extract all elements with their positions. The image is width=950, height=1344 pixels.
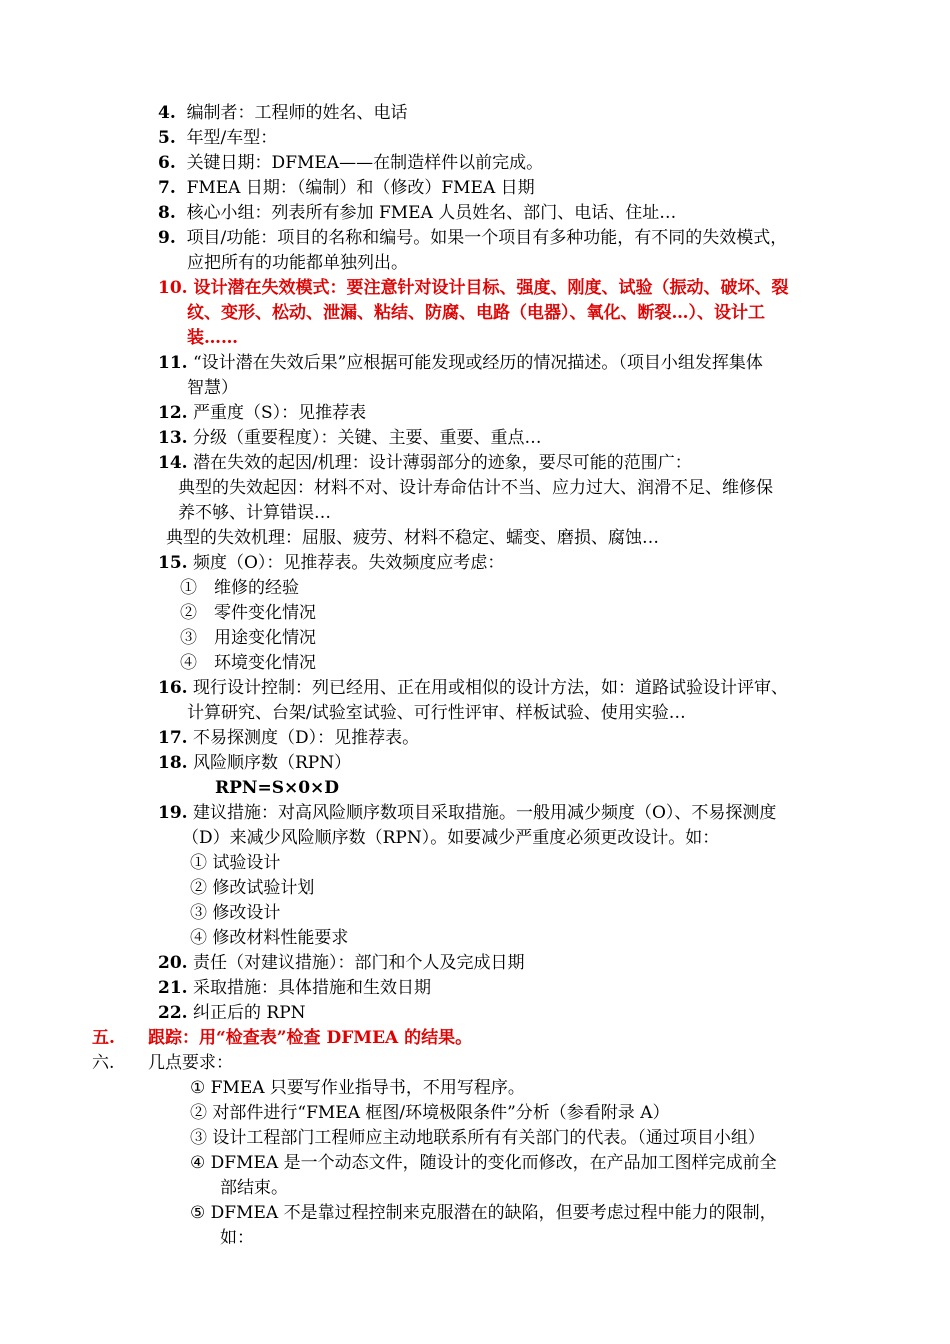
item-22: 22. 纠正后的 RPN <box>158 1003 306 1023</box>
item-17: 17. 不易探测度（D）：见推荐表。 <box>158 728 420 748</box>
item-14-mechanism: 典型的失效机理：屈服、疲劳、材料不稳定、蠕变、磨损、腐蚀… <box>166 528 659 548</box>
item-15-sub: ① 维修的经验 <box>180 578 299 598</box>
rpn-formula: RPN=S×0×D <box>215 778 340 798</box>
item-8: 8. 核心小组：列表所有参加 FMEA 人员姓名、部门、电话、住址… <box>158 203 677 223</box>
item-5: 5. 年型/车型： <box>158 128 278 148</box>
item-19-sub: ① 试验设计 <box>190 853 281 873</box>
requirement-1: ① FMEA 只要写作业指导书，不用写程序。 <box>190 1078 525 1098</box>
item-9: 9. 项目/功能：项目的名称和编号。如果一个项目有多种功能，有不同的失效模式， <box>158 228 788 248</box>
item-21: 21. 采取措施：具体措施和生效日期 <box>158 978 431 998</box>
item-10: 10. 设计潜在失效模式：要注意针对设计目标、强度、刚度、试验（振动、破坏、裂 <box>158 278 789 298</box>
item-18: 18. 风险顺序数（RPN） <box>158 753 352 773</box>
requirement-4: ④ DFMEA 是一个动态文件，随设计的变化而修改，在产品加工图样完成前全 <box>190 1153 777 1173</box>
item-10-cont-2: 装…… <box>187 328 238 348</box>
requirement-5-cont: 如： <box>220 1228 254 1248</box>
item-19-sub: ② 修改试验计划 <box>190 878 315 898</box>
item-4: 4. 编制者：工程师的姓名、电话 <box>158 103 408 123</box>
item-12: 12. 严重度（S）：见推荐表 <box>158 403 367 423</box>
item-15-sub: ③ 用途变化情况 <box>180 628 316 648</box>
item-14: 14. 潜在失效的起因/机理：设计薄弱部分的迹象，要尽可能的范围广： <box>158 453 692 473</box>
item-16: 16. 现行设计控制：列已经用、正在用或相似的设计方法，如：道路试验设计评审、 <box>158 678 788 698</box>
item-6: 6. 关键日期：DFMEA——在制造样件以前完成。 <box>158 153 544 173</box>
item-20: 20. 责任（对建议措施）：部门和个人及完成日期 <box>158 953 525 973</box>
requirement-3: ③ 设计工程部门工程师应主动地联系所有有关部门的代表。（通过项目小组） <box>190 1128 765 1148</box>
requirement-4-cont: 部结束。 <box>220 1178 288 1198</box>
item-7: 7. FMEA 日期：（编制）和（修改）FMEA 日期 <box>158 178 535 198</box>
section-5-heading: 跟踪：用“检查表”检查 DFMEA 的结果。 <box>148 1028 473 1048</box>
section-6-number: 六. <box>92 1053 115 1073</box>
item-14-cause-1: 典型的失效起因：材料不对、设计寿命估计不当、应力过大、润滑不足、维修保 <box>178 478 773 498</box>
item-16-cont: 计算研究、台架/试验室试验、可行性评审、样板试验、使用实验… <box>187 703 686 723</box>
item-15: 15. 频度（O）：见推荐表。失效频度应考虑： <box>158 553 505 573</box>
section-6-heading: 几点要求： <box>148 1053 233 1073</box>
item-14-cause-2: 养不够、计算错误… <box>178 503 331 523</box>
item-19-sub: ④ 修改材料性能要求 <box>190 928 349 948</box>
section-5-number: 五. <box>92 1028 115 1048</box>
item-15-sub: ② 零件变化情况 <box>180 603 316 623</box>
item-11-cont: 智慧） <box>187 378 238 398</box>
item-15-sub: ④ 环境变化情况 <box>180 653 316 673</box>
item-10-cont-1: 纹、变形、松动、泄漏、粘结、防腐、电路（电器）、氧化、断裂…）、设计工 <box>187 303 765 323</box>
item-19-sub: ③ 修改设计 <box>190 903 281 923</box>
item-13: 13. 分级（重要程度）：关键、主要、重要、重点… <box>158 428 542 448</box>
item-19: 19. 建议措施：对高风险顺序数项目采取措施。一般用减少频度（O）、不易探测度 <box>158 803 777 823</box>
item-11: 11. “设计潜在失效后果”应根据可能发现或经历的情况描述。（项目小组发挥集体 <box>158 353 763 373</box>
item-9-cont: 应把所有的功能都单独列出。 <box>187 253 408 273</box>
requirement-5: ⑤ DFMEA 不是靠过程控制来克服潜在的缺陷，但要考虑过程中能力的限制， <box>190 1203 777 1223</box>
requirement-2: ② 对部件进行“FMEA 框图/环境极限条件”分析（参看附录 A） <box>190 1103 670 1123</box>
item-19-cont: （D）来减少风险顺序数（RPN）。如要减少严重度必须更改设计。如： <box>182 828 720 848</box>
